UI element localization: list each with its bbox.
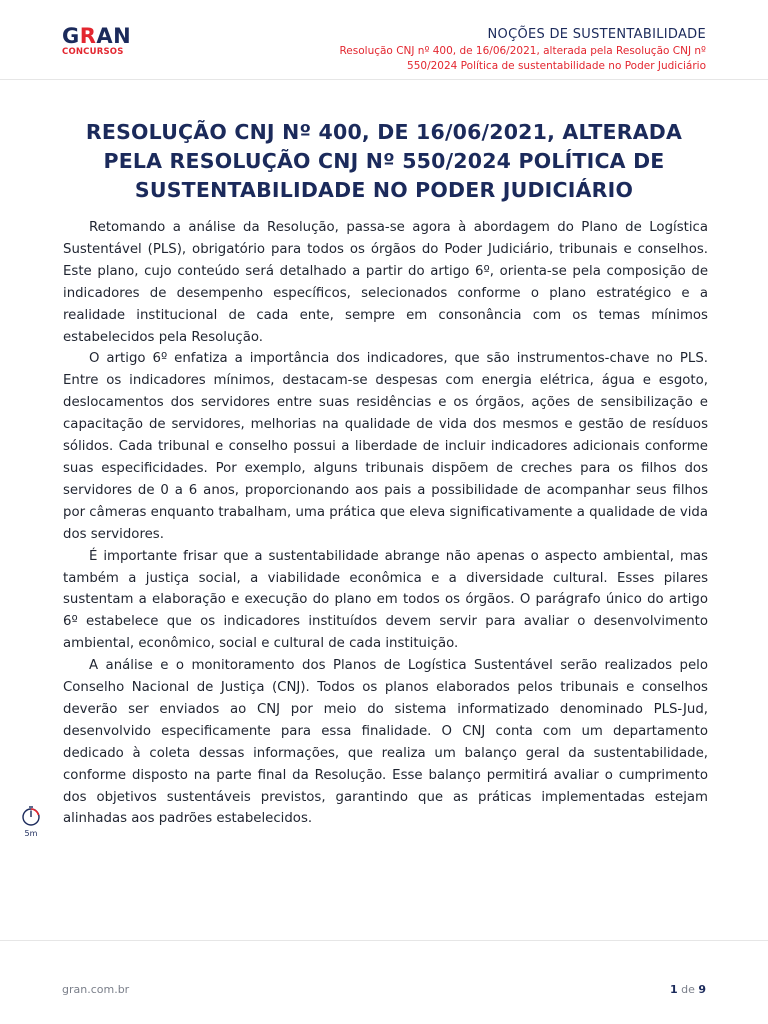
logo-subtitle: CONCURSOS	[62, 47, 124, 57]
page-separator: de	[677, 983, 699, 996]
topic-line-1: Resolução CNJ nº 400, de 16/06/2021, alterada pela Resolução CNJ nº	[339, 45, 706, 57]
logo-wordmark	[62, 26, 131, 46]
logo-letter-r: R	[79, 24, 97, 48]
logo-letter-g: G	[62, 24, 80, 48]
course-title: NOÇÕES DE SUSTENTABILIDADE	[487, 27, 706, 42]
gran-logo	[62, 26, 131, 57]
footer-divider	[0, 940, 768, 941]
current-page: 1	[669, 983, 678, 996]
document-body	[63, 217, 708, 830]
header-divider	[0, 79, 768, 80]
paragraph: A análise e o monitoramento dos Planos de Logística Sustentável serão realizados pelo Conselho Nacional de Justiça (CNJ). Todos os planos elaborados pelos tribunais e conselhos deverão ser enviados ao CNJ por meio do sistema informatizado denominado PLS-Jud, desenvolvido especificamente para essa finalidade. O CNJ conta com um departamento dedicado à coleta dessas informações, que realiza um balanço geral da sustentabilidade, conforme disposto na parte final da Resolução. Esse balanço permitirá avaliar o cumprimento dos objetivos sustentáveis previstos, garantindo que as práticas implementadas estejam alinhadas aos padrões estabelecidos.	[63, 658, 708, 827]
topic-line-2: 550/2024 Política de sustentabilidade no Poder Judiciário	[407, 60, 706, 72]
reading-time	[19, 805, 43, 838]
reading-time-label: 5m	[24, 829, 38, 838]
paragraph: O artigo 6º enfatiza a importância dos indicadores, que são instrumentos-chave no PLS. Entre os indicadores mínimos, destacam-se despesas com energia elétrica, água e esgoto, deslocamentos dos servidores entre suas residências e os órgãos, ações de sensibilização e capacitação de servidores, melhorias na qualidade de vida dos mesmos e gestão de resíduos sólidos. Cada tribunal e conselho possui a liberdade de incluir indicadores adicionais conforme suas especificidades. Por exemplo, alguns tribunais dispõem de creches para os filhos dos servidores de 0 a 6 anos, proporcionando aos pais a possibilidade de acompanhar seus filhos por câmeras enquanto trabalham, uma prática que eleva significativamente a qualidade de vida dos servidores.	[63, 351, 708, 542]
site-link[interactable]: gran.com.br	[62, 983, 130, 996]
page-header	[266, 27, 706, 73]
timer-icon	[21, 805, 41, 827]
document-title: RESOLUÇÃO CNJ Nº 400, DE 16/06/2021, ALTERADA PELA RESOLUÇÃO CNJ Nº 550/2024 POLÍTICA DE SUSTENTABILIDADE NO PODER JUDICIÁRIO	[85, 120, 683, 202]
page-indicator	[670, 983, 706, 996]
paragraph: É importante frisar que a sustentabilidade abrange não apenas o aspecto ambiental, mas também a justiça social, a viabilidade econômica e a diversidade cultural. Esses pilares sustentam a elaboração e execução do plano em todos os órgãos. O parágrafo único do artigo 6º estabelece que os indicadores instituídos devem servir para avaliar o desenvolvimento ambiental, econômico, social e cultural de cada instituição.	[63, 548, 708, 652]
paragraph: Retomando a análise da Resolução, passa-se agora à abordagem do Plano de Logística Sustentável (PLS), obrigatório para todos os órgãos do Poder Judiciário, tribunais e conselhos. Este plano, cujo conteúdo será detalhado a partir do artigo 6º, orienta-se pela composição de indicadores de desempenho específicos, selecionados conforme o plano estratégico e a realidade institucional de cada ente, sempre em consonância com os temas mínimos estabelecidos pela Resolução.	[63, 220, 708, 345]
logo-letters-an: AN	[96, 24, 132, 48]
total-pages: 9	[698, 983, 706, 996]
